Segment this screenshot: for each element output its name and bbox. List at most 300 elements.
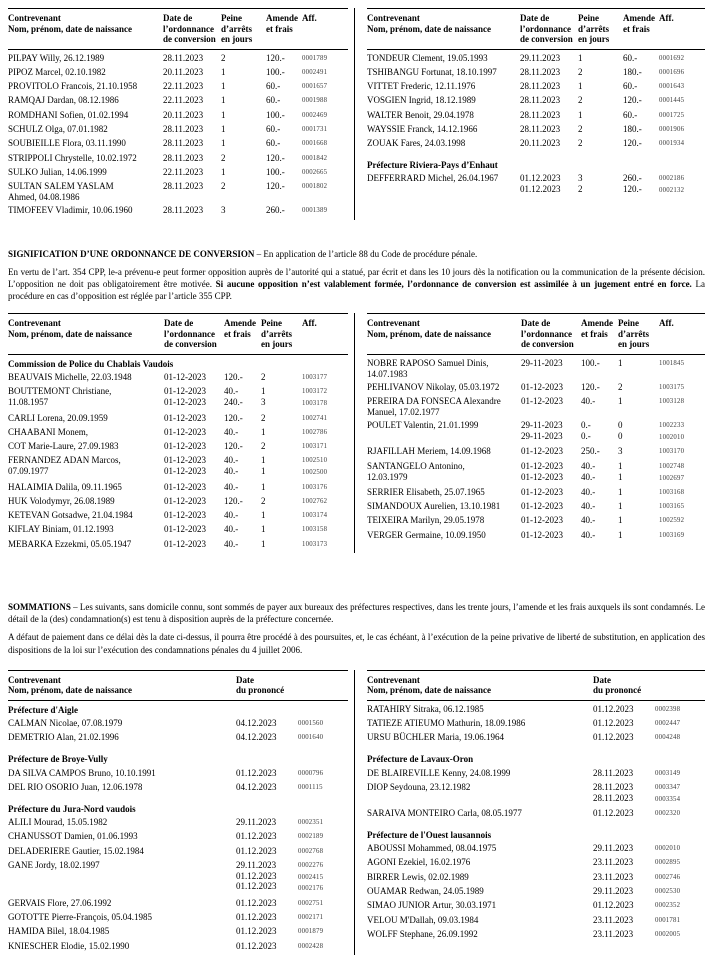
cell-peine (578, 110, 623, 122)
cell-line: 0002352 (655, 902, 681, 910)
cell-date (236, 831, 298, 843)
cell-line: NOBRE RAPOSO Samuel Dinis, (367, 357, 489, 368)
cell-aff (659, 446, 705, 458)
sommations-table-bottom-left (8, 670, 348, 953)
cell-aff (302, 167, 348, 179)
column-header-amende (266, 13, 302, 45)
cell-name (367, 872, 593, 884)
table-row (8, 768, 348, 780)
cell-name (367, 718, 593, 730)
cell-date (521, 530, 581, 542)
column-header-name (8, 13, 163, 45)
cell-date (164, 496, 224, 508)
cell-line: 0002189 (298, 833, 324, 841)
cell-line: 28.11.2023 (593, 792, 634, 803)
table-row (367, 53, 705, 65)
cell-amende (224, 372, 261, 384)
cell-line: 0002351 (298, 818, 324, 826)
cell-amende (581, 382, 618, 394)
cell-line: 0002132 (659, 187, 685, 195)
cell-aff (659, 173, 705, 197)
table-row (8, 718, 348, 730)
cell-amende (266, 167, 302, 179)
cell-date (164, 386, 224, 410)
cell-amende (266, 124, 302, 136)
cell-amende (581, 501, 618, 513)
cell-line: 0001696 (659, 68, 685, 76)
cell-date (164, 524, 224, 536)
cell-date (521, 420, 581, 444)
cell-line: 120.- (266, 181, 285, 192)
cell-date (236, 941, 298, 953)
cell-line: 1 (618, 515, 623, 526)
cell-line: 0001643 (659, 83, 685, 91)
cell-peine (578, 67, 623, 79)
cell-line: 1003173 (302, 540, 328, 548)
column-header-aff (302, 318, 348, 350)
cell-amende (224, 386, 261, 410)
cell-line: 120.- (623, 95, 642, 106)
table-row (8, 372, 348, 384)
cell-date (520, 173, 578, 197)
cell-date (164, 482, 224, 494)
cell-name (367, 843, 593, 855)
column-header-aff (659, 318, 705, 350)
cell-line: 0002751 (298, 899, 324, 907)
cell-peine (221, 110, 266, 122)
cell-line: KETEVAN Gotsadwe, 21.04.1984 (8, 510, 133, 521)
cell-name (8, 898, 236, 910)
cell-name (8, 372, 164, 384)
sommations-section (8, 601, 705, 656)
cell-date (163, 153, 221, 165)
table-row (367, 420, 705, 444)
column-header-line: Peine (261, 318, 282, 329)
cell-line: 01-12-2023 (164, 372, 206, 383)
cell-line: 60.- (266, 81, 281, 92)
cell-line: 20.11.2023 (163, 66, 204, 77)
table-row (367, 843, 705, 855)
cell-peine (618, 396, 659, 418)
cell-line: TONDEUR Clement, 19.05.1993 (367, 52, 488, 63)
table-row (8, 95, 348, 107)
conversion-tables-middle (8, 313, 705, 553)
cell-date (236, 718, 298, 730)
column-header-line: Date de (164, 318, 194, 329)
cell-aff (298, 718, 348, 730)
cell-line: 01-12-2023 (164, 455, 206, 466)
cell-aff (659, 530, 705, 542)
cell-peine (261, 524, 302, 536)
cell-peine (618, 358, 659, 380)
cell-peine (618, 461, 659, 485)
cell-aff (659, 396, 705, 418)
cell-name (367, 446, 521, 458)
table-row (367, 929, 705, 941)
cell-line: 1003128 (659, 398, 685, 406)
cell-line: TEIXEIRA Marilyn, 29.05.1978 (367, 515, 485, 526)
cell-line: FERNANDEZ ADAN Marcos, (8, 455, 121, 466)
cell-line: 1002500 (302, 469, 328, 477)
conversion-tables-top (8, 8, 705, 220)
cell-line: 0001934 (659, 140, 685, 148)
cell-date (164, 510, 224, 522)
signification-paragraph-lead: En vertu de l’art. 354 CPP, le-a prévenu-e peut former opposition auprès de l’autorité qui a statué, par écrit et dans les 10 jours dès la notification ou la communication de la présente décision. L’opposition ne doit pas obligatoirement être motivée. (8, 266, 705, 289)
cell-line: 0 (618, 431, 623, 442)
cell-line: 1003177 (302, 374, 328, 382)
cell-date (593, 808, 655, 820)
cell-aff (655, 929, 705, 941)
cell-aff (655, 843, 705, 855)
cell-line: 1003171 (302, 443, 328, 451)
cell-aff (655, 718, 705, 730)
cell-line: 120.- (224, 495, 243, 506)
cell-amende (266, 205, 302, 217)
cell-line: 01-12-2023 (521, 515, 563, 526)
table-body (367, 701, 705, 941)
column-header-line: Amende (224, 318, 256, 329)
column-header-line: l’ordonnance (164, 328, 216, 339)
cell-amende (266, 81, 302, 93)
cell-line: 120.- (581, 381, 600, 392)
table-row (8, 67, 348, 79)
cell-peine (221, 138, 266, 150)
table-row (367, 95, 705, 107)
cell-line: 120.- (623, 138, 642, 149)
column-header-date (593, 675, 655, 696)
cell-line: 29.11.2023 (236, 816, 277, 827)
cell-name (367, 382, 521, 394)
table-row (367, 446, 705, 458)
cell-line: DIOP Seydouna, 23.12.1982 (367, 781, 471, 792)
cell-line: 01.12.2023 (520, 173, 561, 184)
cell-line: 28.11.2023 (163, 52, 204, 63)
column-header-line: Nom, prénom, date de naissance (8, 328, 132, 339)
column-header-line: d’arrêts (221, 23, 252, 34)
cell-name (8, 138, 163, 150)
cell-line: SCHULZ Olga, 07.01.1982 (8, 123, 108, 134)
cell-peine (578, 138, 623, 150)
cell-aff (659, 81, 705, 93)
cell-aff (298, 782, 348, 794)
column-header-line: et frais (581, 328, 608, 339)
cell-date (236, 768, 298, 780)
cell-line: 100.- (266, 109, 285, 120)
table-row (8, 496, 348, 508)
table-row (8, 912, 348, 924)
cell-date (163, 205, 221, 217)
cell-line: 01.12.2023 (236, 870, 277, 881)
cell-line: 1003158 (302, 526, 328, 534)
column-header-line: Date de (163, 13, 193, 23)
cell-line: 60.- (266, 95, 281, 106)
cell-peine (221, 81, 266, 93)
cell-line: 2 (261, 412, 266, 423)
cell-name (367, 461, 521, 485)
cell-line: 120.- (266, 152, 285, 163)
cell-amende (623, 81, 659, 93)
cell-name (367, 67, 520, 79)
cell-peine (261, 427, 302, 439)
cell-aff (302, 524, 348, 536)
cell-date (163, 124, 221, 136)
column-header-line: Nom, prénom, date de naissance (8, 685, 132, 696)
cell-aff (659, 461, 705, 485)
cell-aff (302, 510, 348, 522)
cell-aff (302, 482, 348, 494)
cell-line: ALILI Mourad, 15.05.1982 (8, 816, 108, 827)
cell-aff (655, 886, 705, 898)
cell-date (520, 81, 578, 93)
bottom-right-column (354, 670, 705, 955)
sommations-table-bottom-right (367, 670, 705, 941)
cell-line: 1 (618, 396, 623, 407)
cell-line: KIFLAY Biniam, 01.12.1993 (8, 524, 114, 535)
cell-date (520, 95, 578, 107)
cell-date (521, 515, 581, 527)
column-header-line: Contrevenant (8, 318, 61, 329)
cell-line: 1 (618, 529, 623, 540)
cell-amende (623, 67, 659, 79)
cell-aff (659, 501, 705, 513)
table-row (8, 455, 348, 479)
cell-line: 20.11.2023 (163, 109, 204, 120)
cell-line: 1003176 (302, 483, 328, 491)
table-row (367, 382, 705, 394)
cell-aff (302, 386, 348, 410)
cell-line: 29-11-2023 (521, 431, 563, 442)
cell-line: BEAUVAIS Michelle, 22.03.1948 (8, 372, 132, 383)
cell-peine (221, 124, 266, 136)
cell-amende (266, 153, 302, 165)
table-row (8, 110, 348, 122)
cell-peine (261, 496, 302, 508)
cell-aff (298, 831, 348, 843)
cell-name (367, 929, 593, 941)
cell-line: 28.11.2023 (520, 95, 561, 106)
column-header-line: Nom, prénom, date de naissance (8, 23, 132, 34)
cell-date (163, 53, 221, 65)
section-header: Préfecture de Lavaux-Oron (367, 754, 474, 765)
cell-line: 100.- (581, 357, 600, 368)
cell-line: 2 (578, 184, 583, 195)
cell-line: 180.- (623, 123, 642, 134)
cell-line: 1 (261, 426, 266, 437)
column-header-line: de conversion (520, 34, 573, 44)
table-row (8, 898, 348, 910)
cell-name (8, 455, 164, 479)
cell-line: 2 (578, 66, 583, 77)
cell-line: 2 (578, 123, 583, 134)
cell-line: 0001781 (655, 916, 681, 924)
cell-name (8, 167, 163, 179)
cell-amende (623, 138, 659, 150)
cell-line: 29.11.2023 (593, 843, 634, 854)
table-row (367, 124, 705, 136)
cell-peine (618, 487, 659, 499)
cell-line: 2 (578, 95, 583, 106)
cell-line: 01.12.2023 (520, 184, 561, 195)
cell-name (8, 912, 236, 924)
cell-date (236, 817, 298, 829)
middle-right-column (354, 313, 705, 553)
cell-name (367, 396, 521, 418)
cell-line: CARLI Lorena, 20.09.1959 (8, 412, 108, 423)
cell-aff (659, 124, 705, 136)
cell-line: 1 (261, 524, 266, 535)
column-header-line: Aff. (302, 318, 317, 329)
cell-aff (302, 496, 348, 508)
cell-name (8, 67, 163, 79)
table-row (8, 941, 348, 953)
cell-aff (655, 704, 705, 716)
cell-amende (224, 427, 261, 439)
cell-aff (655, 915, 705, 927)
cell-peine (261, 539, 302, 551)
sommations-paragraph-1-rest: – Les suivants, sans domicile connu, sont sommés de payer aux bureaux des préfectures respectives, dans les trente jours, l’amende et les frais auxquels ils sont condamnés. Le détail de la (des) condamnation(s) est tenu à disposition auprès de la préfecture concernée. (8, 602, 705, 625)
cell-name (367, 173, 520, 197)
section-header: Commission de Police du Chablais Vaudois (8, 358, 174, 369)
section-header: Préfecture de Broye-Vully (8, 754, 108, 765)
cell-peine (221, 167, 266, 179)
cell-line: 0001906 (659, 125, 685, 133)
cell-line: 0 (618, 420, 623, 431)
cell-name (367, 530, 521, 542)
cell-name (8, 768, 236, 780)
column-header-name (367, 318, 521, 350)
cell-line: 28.11.2023 (163, 138, 204, 149)
cell-line: SIMANDOUX Aurelien, 13.10.1981 (367, 501, 501, 512)
column-header-name (8, 675, 236, 696)
cell-name (367, 768, 593, 780)
column-header-amende (623, 13, 659, 45)
cell-line: 28.11.2023 (163, 205, 204, 216)
cell-line: 3 (618, 446, 623, 457)
cell-peine (618, 382, 659, 394)
cell-date (520, 138, 578, 150)
cell-line: 01.12.2023 (236, 845, 277, 856)
cell-aff (302, 413, 348, 425)
column-header-line: l’ordonnance (521, 328, 573, 339)
sommations-title-bold: SOMMATIONS (8, 602, 71, 613)
cell-name (367, 110, 520, 122)
cell-amende (623, 95, 659, 107)
cell-line: 0003149 (655, 769, 681, 777)
cell-line: 40.- (581, 501, 596, 512)
cell-aff (655, 768, 705, 780)
cell-line: 180.- (623, 66, 642, 77)
cell-date (163, 138, 221, 150)
cell-peine (578, 81, 623, 93)
cell-date (593, 768, 655, 780)
cell-line: 2 (221, 181, 226, 192)
column-header-name (8, 318, 164, 350)
cell-amende (581, 530, 618, 542)
middle-left-column (8, 313, 354, 553)
section-header: Préfecture d'Aigle (8, 704, 79, 715)
cell-name (8, 941, 236, 953)
cell-aff (298, 898, 348, 910)
column-header-line: Contrevenant (367, 674, 420, 685)
cell-line: 100.- (266, 66, 285, 77)
cell-line: 1003165 (659, 503, 685, 511)
column-header-aff (298, 675, 348, 696)
cell-line: 0001842 (302, 154, 328, 162)
cell-amende (581, 446, 618, 458)
cell-amende (224, 496, 261, 508)
table-row (367, 530, 705, 542)
column-header-line: Peine (618, 318, 639, 329)
column-header-line: Contrevenant (367, 13, 420, 23)
signification-paragraph (8, 266, 705, 303)
table-row (8, 524, 348, 536)
cell-date (164, 441, 224, 453)
cell-line: 28.11.2023 (593, 767, 634, 778)
table-body (367, 355, 705, 542)
cell-line: 1002592 (659, 517, 685, 525)
cell-name (367, 487, 521, 499)
cell-line: 23.11.2023 (593, 871, 634, 882)
cell-line: SOUBIEILLE Flora, 03.11.1990 (8, 138, 126, 149)
cell-name (8, 413, 164, 425)
cell-aff (302, 53, 348, 65)
cell-aff (302, 95, 348, 107)
cell-aff (298, 768, 348, 780)
cell-line: 0.- (581, 420, 591, 431)
cell-line: 1003174 (302, 512, 328, 520)
cell-date (520, 53, 578, 65)
column-header-line: Amende (581, 318, 613, 329)
cell-date (593, 886, 655, 898)
cell-line: 2 (221, 152, 226, 163)
cell-amende (266, 95, 302, 107)
column-header-line: Date de (521, 318, 551, 329)
cell-line: 01-12-2023 (521, 501, 563, 512)
cell-aff (298, 941, 348, 953)
cell-line: SULTAN SALEM YASLAM (8, 181, 114, 192)
cell-line: 100.- (266, 166, 285, 177)
table-row (8, 386, 348, 410)
column-header-line: Nom, prénom, date de naissance (367, 328, 491, 339)
table-row (8, 81, 348, 93)
cell-aff (302, 138, 348, 150)
cell-aff (655, 900, 705, 912)
cell-line: OUAMAR Redwan, 24.05.1989 (367, 885, 484, 896)
table-row (8, 782, 348, 794)
cell-line: 01.12.2023 (236, 926, 277, 937)
cell-line: 28.11.2023 (520, 81, 561, 92)
cell-line: BOUTTEMONT Christiane, (8, 386, 112, 397)
column-header-line: du prononcé (236, 685, 285, 696)
bottom-left-column (8, 670, 354, 955)
column-header-line: Peine (578, 13, 599, 23)
cell-line: TATIEZE ATIEUMO Mathurin, 18.09.1986 (367, 718, 526, 729)
column-header-line: de conversion (164, 339, 217, 350)
cell-peine (221, 205, 266, 217)
cell-line: 0001802 (302, 183, 328, 191)
cell-line: URSU BÜCHLER Maria, 19.06.1964 (367, 732, 504, 743)
cell-peine (578, 53, 623, 65)
cell-aff (659, 138, 705, 150)
cell-line: DEMETRIO Alan, 21.02.1996 (8, 732, 119, 743)
cell-line: 1 (618, 357, 623, 368)
cell-line: ZOUAK Fares, 24.03.1998 (367, 138, 466, 149)
cell-name (8, 846, 236, 858)
column-header-line: Nom, prénom, date de naissance (367, 23, 491, 34)
cell-date (593, 718, 655, 730)
cell-line: 260.- (266, 205, 285, 216)
column-header-line: en jours (261, 339, 293, 350)
